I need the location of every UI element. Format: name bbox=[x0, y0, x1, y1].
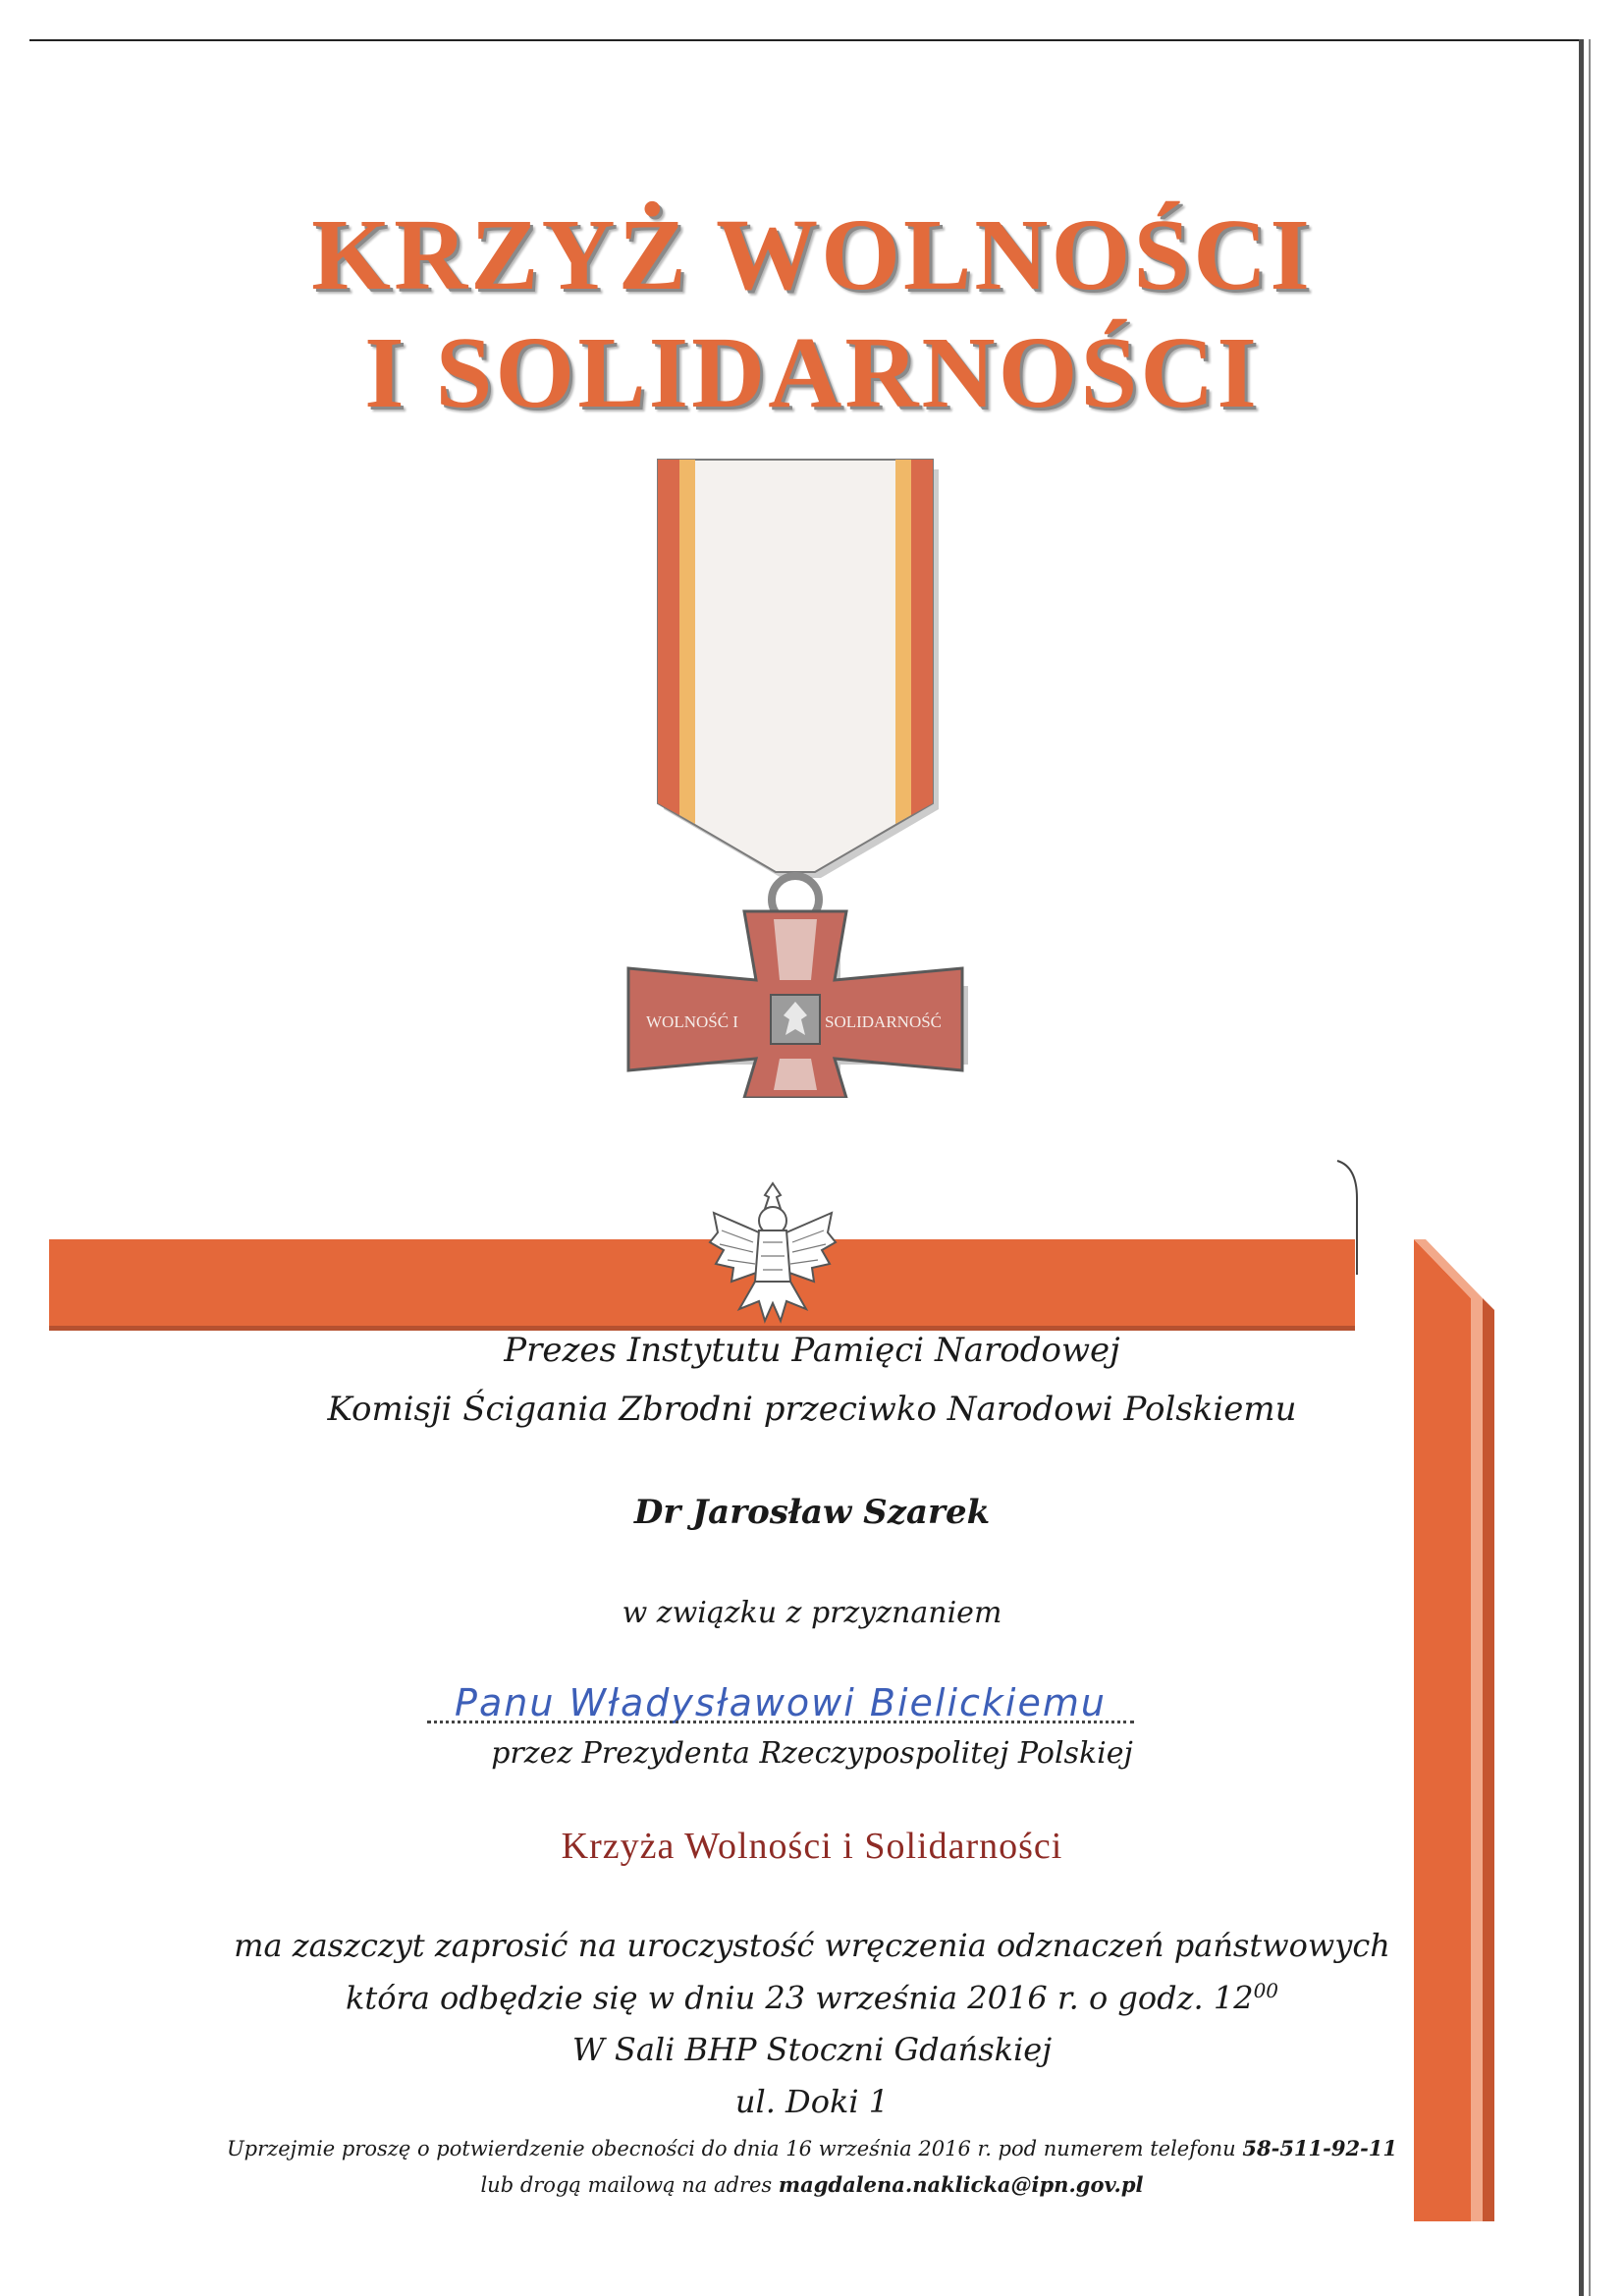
signatory-name: Dr Jarosław Szarek bbox=[633, 1493, 991, 1532]
invitation-line: ma zaszczyt zaprosić na uroczystość wręczenia odznaczeń państwowych bbox=[234, 1927, 1390, 1964]
by-president-line: przez Prezydenta Rzeczypospolitej Polskiej bbox=[491, 1736, 1133, 1771]
inviter-title-line: Prezes Instytutu Pamięci Narodowej bbox=[504, 1331, 1120, 1370]
title-line-2: I SOLIDARNOŚCI bbox=[364, 316, 1260, 429]
medal-left-text: WOLNOŚĆ I bbox=[646, 1012, 738, 1031]
address-line: ul. Doki 1 bbox=[734, 2083, 890, 2120]
recipient-dotted-line bbox=[427, 1721, 1134, 1723]
recipient-handwritten-name: Panu Władysławowi Bielickiemu bbox=[455, 1681, 1107, 1724]
medal-right-text: SOLIDARNOŚĆ bbox=[825, 1012, 943, 1031]
time-minutes: 00 bbox=[1253, 1979, 1279, 2002]
commission-line: Komisji Ścigania Zbrodni przeciwko Narodowi Polskiemu bbox=[327, 1390, 1297, 1429]
rsvp-email: magdalena.naklicka@ipn.gov.pl bbox=[778, 2172, 1144, 2197]
title-line-1: KRZYŻ WOLNOŚCI bbox=[311, 198, 1313, 311]
venue-line: W Sali BHP Stoczni Gdańskiej bbox=[571, 2031, 1053, 2068]
date-time-line bbox=[0, 1979, 1624, 2017]
award-name: Krzyża Wolności i Solidarności bbox=[561, 1826, 1063, 1867]
rsvp-line-2 bbox=[0, 2172, 1624, 2197]
recipient-field bbox=[427, 1681, 1134, 1726]
top-border-line bbox=[29, 39, 1581, 41]
card-corner-edge bbox=[1335, 1159, 1365, 1277]
date-time-text: która odbędzie się w dniu 23 września 2016 r. o godz. 12 bbox=[345, 1979, 1254, 2017]
rsvp-phone: 58-511-92-11 bbox=[1242, 2136, 1398, 2160]
rsvp-line-1 bbox=[0, 2136, 1624, 2160]
polish-eagle-emblem bbox=[704, 1174, 841, 1331]
medal-cross-image bbox=[619, 450, 972, 1098]
orange-band bbox=[49, 1239, 1355, 1326]
in-connection-line: w związku z przyznaniem bbox=[622, 1596, 1002, 1630]
orange-side-ribbon bbox=[1414, 1239, 1512, 2221]
rsvp-text-1: Uprzejmie proszę o potwierdzenie obecności do dnia 16 września 2016 r. pod numerem telefonu bbox=[226, 2137, 1243, 2160]
rsvp-text-2: lub drogą mailową na adres bbox=[480, 2173, 779, 2197]
